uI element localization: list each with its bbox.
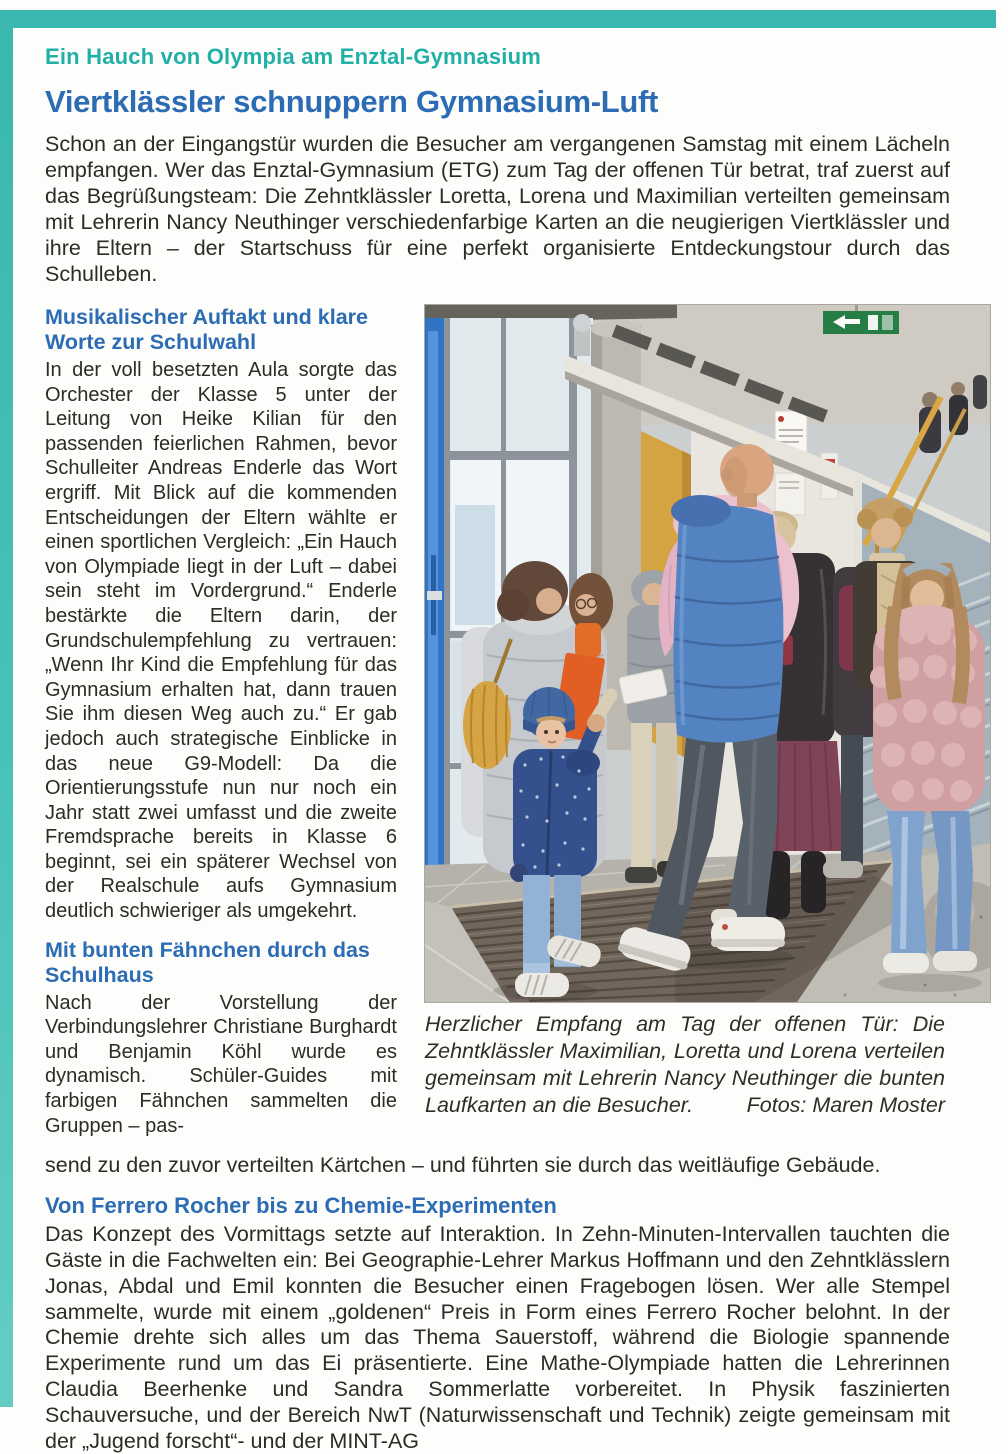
section-body: Nach der Vorstellung der Verbindungslehrer Christiane Burghardt und Benjamin Köhl wurde es dynamisch. Schüler-Guides mit farbigen Fähnchen sammelten die Gruppen – pas- [45,991,397,1137]
photo-column [425,305,990,1138]
two-column-area [45,305,990,1138]
section-body-continuation: send zu den zuvor verteilten Kärtchen – und führten sie durch das weitläufige Gebäude. [45,1153,881,1178]
page-border-left [0,10,13,1407]
article-photo [425,305,990,1119]
section-musikalischer-auftakt [45,305,397,924]
page-border-top [4,10,996,28]
photo-illustration [425,305,990,1002]
article-intro: Schon an der Eingangstür wurden die Besucher am vergangenen Samstag mit einem Lächeln empfangen. Wer das Enztal-Gymnasium (ETG) zum Tag der offenen Tür betrat, traf zuerst auf das Begrüßungsteam: Die Zehntklässler Loretta, Lorena und Maximilian verteilten gemeinsam mit Lehrerin Nancy Neuthinger verschiedenfarbige Karten an die neugierigen Viertklässler und ihre Eltern – der Startschuss für eine perfekt organisierte Entdeckungstour durch das Schulleben. [45,132,950,286]
section-body: Das Konzept des Vormittags setzte auf Interaktion. In Zehn-Minuten-Intervallen tauchten die Gäste in die Fachwelten ein: Bei Geographie-Lehrer Markus Hoffmann und den Zehntklässlern Jonas, Abdal und Emil konnten die Besucher einen Fragebogen lösen. Wer alle Stempel sammelte, wurde mit einem „goldenen“ Preis in Form eines Ferrero Rocher belohnt. In der Chemie drehte sich alles um das Thema Sauerstoff, während die Biologie spannende Experimente rund um das Ei präsentierte. Eine Mathe-Olympiade hatten die Lehrerinnen Claudia Beerhenke und Sandra Sommerlatte vorbereitet. In Physik faszinierten Schauversuche, und der Bereich NwT (Naturwissenschaft und Technik) zeigte gemeinsam mit der „Jugend forscht“- und der MINT-AG [45,1222,950,1453]
photo-caption [425,1011,945,1119]
photo-credit: Fotos: Maren Moster [746,1093,945,1117]
section-bunte-faehnchen [45,938,397,1139]
section-ferrero-rocher [45,1193,950,1454]
text-column [45,305,397,1138]
section-heading: Mit bunten Fähnchen durch das Schulhaus [45,937,370,987]
section-heading: Von Ferrero Rocher bis zu Chemie-Experimenten [45,1193,557,1219]
article-content [45,44,990,1454]
section-body: In der voll besetzten Aula sorgte das Orchester der Klasse 5 unter der Leitung von Heike Kilian für den passenden feierlichen Rahmen, bevor Schulleiter Andreas Enderle das Wort ergriff. Mit Blick auf die kommenden Entscheidungen der Eltern wählte er einen sportlichen Vergleich: „Ein Hauch von Olympiade liegt in der Luft – dabei sein steht im Vordergrund.“ Enderle bestärkte die Eltern darin, der Grundschulempfehlung zu vertrauen: „Wenn Ihr Kind die Empfehlung für das Gymnasium erhalten hat, dann trauen Sie ihm diesen Weg auch zu.“ Er gab jedoch auch strategische Einblicke in das neue G9-Modell: Da die Orientierungsstufe nun nur noch ein Jahr statt zwei umfasst und die zweite Fremdsprache bereits in Klasse 6 beginnt, sei ein späterer Wechsel von der Realschule aufs Gymnasium deutlich schwieriger als umgekehrt. [45,359,397,923]
section-heading: Musikalischer Auftakt und klare Worte zur Schulwahl [45,305,368,354]
photo-caption-text: Herzlicher Empfang am Tag der offenen Tür: Die Zehntklässler Maximilian, Loretta und Lorena verteilen gemeinsam mit Lehrerin Nancy Neuthinger die bunten Laufkarten an die Besucher. [425,1012,945,1117]
article-headline: Viertklässler schnuppern Gymnasium-Luft [45,84,659,119]
article-kicker: Ein Hauch von Olympia am Enztal-Gymnasium [45,44,541,69]
